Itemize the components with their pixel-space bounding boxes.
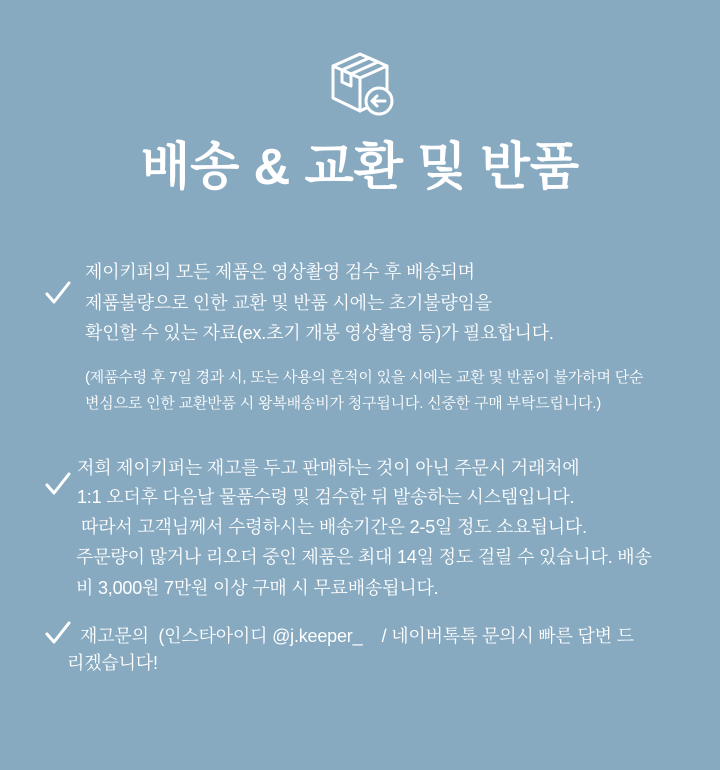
section-text-line: 따라서 고객님께서 수령하시는 배송기간은 2-5일 정도 소요됩니다. (81, 517, 587, 537)
section-text-line: 리겠습니다! (67, 653, 158, 673)
page-title: 배송 & 교환 및 반품 (140, 138, 580, 195)
section-text-line: 제이키퍼의 모든 제품은 영상촬영 검수 후 배송되며 (85, 262, 475, 282)
section-text-line: 주문량이 많거나 리오더 중인 제품은 최대 14일 정도 걸릴 수 있습니다. 배송 (76, 547, 652, 567)
check-icon (44, 279, 72, 307)
return-box-icon (327, 48, 397, 120)
section-text-line: 저희 제이키퍼는 재고를 두고 판매하는 것이 아닌 주문시 거래처에 (77, 458, 580, 478)
section-text-line: 1:1 오더후 다음날 물품수령 및 검수한 뒤 발송하는 시스템입니다. (77, 487, 575, 507)
section-text-line: 확인할 수 있는 자료(ex.초기 개봉 영상촬영 등)가 필요합니다. (85, 323, 554, 343)
check-icon (44, 619, 72, 647)
section-text-line: 제품불량으로 인한 교환 및 반품 시에는 초기불량임을 (85, 293, 492, 313)
section-note-line: 변심으로 인한 교환반품 시 왕복배송비가 청구됩니다. 신중한 구매 부탁드립니다.) (85, 395, 602, 412)
section-note-line: (제품수령 후 7일 경과 시, 또는 사용의 흔적이 있을 시에는 교환 및 반품이 불가하며 단순 (85, 369, 644, 386)
check-icon (44, 470, 72, 498)
section-text-line: 재고문의 (인스타아이디 @j.keeper_ / 네이버톡톡 문의시 빠른 답변 드 (80, 626, 634, 646)
section-text-line: 비 3,000원 7만원 이상 구매 시 무료배송됩니다. (76, 578, 439, 598)
